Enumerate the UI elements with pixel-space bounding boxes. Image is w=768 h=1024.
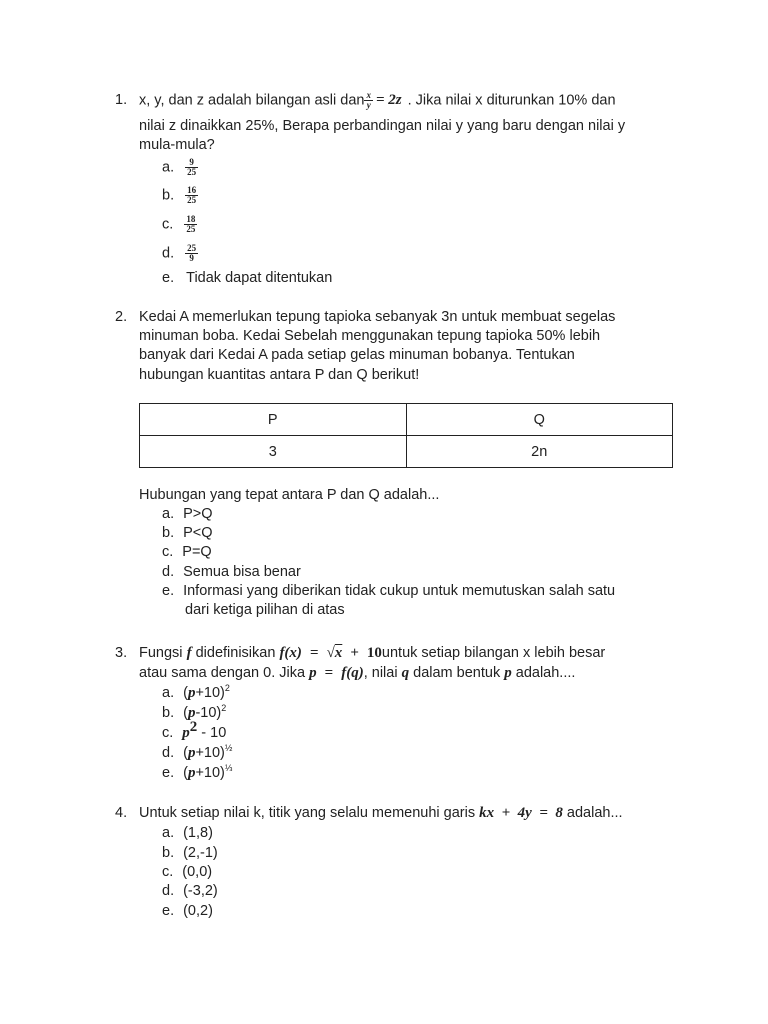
option-text: (2,-1) xyxy=(183,845,218,861)
option-letter: b. xyxy=(162,845,175,861)
q2-line1: Kedai A memerlukan tepung tapioka sebanyak 3n untuk membuat segelas xyxy=(139,309,616,325)
option-letter: d. xyxy=(162,564,175,580)
q2-line2: minuman boba. Kedai Sebelah menggunakan tepung tapioka 50% lebih xyxy=(139,328,601,344)
option-text: Tidak dapat ditentukan xyxy=(186,270,333,286)
option-text: (-3,2) xyxy=(183,883,218,899)
q1-line1 xyxy=(139,91,616,110)
q2-line3: banyak dari Kedai A pada setiap gelas minuman bobanya. Tentukan xyxy=(139,347,575,363)
q3-option-a[interactable]: a. $(p+10)^2$ xyxy=(162,683,230,701)
option-letter: a. xyxy=(162,159,175,176)
option-text: (0,0) xyxy=(182,864,213,880)
q1-text-b: . Jika nilai x diturunkan 10% dan xyxy=(407,92,616,109)
option-letter: b. xyxy=(162,525,175,541)
table-row xyxy=(140,436,673,468)
q2-option-e[interactable] xyxy=(162,582,615,600)
option-letter: e. xyxy=(162,270,175,286)
q3-number: 3. xyxy=(115,645,128,661)
option-fraction: $\frac{9}{25}$ xyxy=(187,157,197,177)
q4-number: 4. xyxy=(115,805,128,821)
q2-option-a[interactable] xyxy=(162,505,213,523)
q2-prompt: Hubungan yang tepat antara P dan Q adalah... xyxy=(139,487,440,503)
option-text: P=Q xyxy=(182,544,212,560)
q1-option-a[interactable] xyxy=(162,158,198,177)
option-letter: e. xyxy=(162,765,175,781)
pq-table xyxy=(139,403,673,468)
q2-option-d[interactable] xyxy=(162,563,301,581)
q1-line2: nilai z dinaikkan 25%, Berapa perbandingan nilai y yang baru dengan nilai y xyxy=(139,118,626,134)
q4-option-a[interactable] xyxy=(162,824,213,842)
q2-number: 2. xyxy=(115,309,128,325)
q1-option-b[interactable] xyxy=(162,186,198,205)
q1-fraction-x-over-y: $\frac{x}{y}$ xyxy=(366,90,371,110)
q3-option-c[interactable]: c. $p^2 - 10$ xyxy=(162,719,227,741)
option-letter: c. xyxy=(162,544,174,560)
table-cell-p: 3 xyxy=(140,436,407,468)
option-letter: c. xyxy=(162,216,174,233)
table-header-q: Q xyxy=(406,404,673,436)
option-fraction: $\frac{16}{25}$ xyxy=(187,185,197,205)
option-fraction: $\frac{25}{9}$ xyxy=(187,243,197,263)
option-letter: d. xyxy=(162,245,175,262)
q2-option-e-cont: dari ketiga pilihan di atas xyxy=(185,602,345,618)
option-letter: b. xyxy=(162,187,175,204)
q3-option-b[interactable]: b. $(p-10)^2$ xyxy=(162,703,227,721)
option-letter: a. xyxy=(162,506,175,522)
option-text: Semua bisa benar xyxy=(183,564,301,580)
option-text: P>Q xyxy=(183,506,213,522)
option-letter: e. xyxy=(162,903,175,919)
q2-option-b[interactable] xyxy=(162,524,213,542)
q3-option-d[interactable]: d. $(p+10)^{\frac{1}{2}}$ xyxy=(162,743,233,761)
q4-line1: Untuk setiap nilai k, titik yang selalu memenuhi garis kx + 4y = 8 adalah... xyxy=(139,805,623,821)
table-header-row xyxy=(140,404,673,436)
q1-option-c[interactable] xyxy=(162,215,197,234)
table-header-p: P xyxy=(140,404,407,436)
q2-line4: hubungan kuantitas antara P dan Q berikut! xyxy=(139,367,420,383)
q3-line2: atau sama dengan 0. Jika p = f(q), nilai q dalam bentuk p adalah.... xyxy=(139,665,576,681)
table-cell-q: 2n xyxy=(406,436,673,468)
option-letter: a. xyxy=(162,825,175,841)
q1-option-e[interactable] xyxy=(162,269,332,287)
option-text: Informasi yang diberikan tidak cukup untuk memutuskan salah satu xyxy=(183,583,616,599)
q4-option-d[interactable] xyxy=(162,882,218,900)
option-letter: e. xyxy=(162,583,175,599)
q1-number: 1. xyxy=(115,92,128,108)
option-letter: d. xyxy=(162,745,175,761)
q1-text-a: x, y, dan z adalah bilangan asli dan xyxy=(139,92,365,109)
q3-line1: Fungsi f didefinisikan f(x) = √x + 10untuk setiap bilangan x lebih besar xyxy=(139,645,606,661)
q4-option-b[interactable] xyxy=(162,844,218,862)
option-fraction: $\frac{18}{25}$ xyxy=(186,214,196,234)
q1-option-d[interactable] xyxy=(162,244,198,263)
option-letter: b. xyxy=(162,705,175,721)
q4-option-e[interactable] xyxy=(162,902,213,920)
q1-eq-rhs: = 2z xyxy=(375,92,402,109)
q4-option-c[interactable] xyxy=(162,863,212,881)
option-text: (1,8) xyxy=(183,825,213,841)
option-text: (0,2) xyxy=(183,903,213,919)
q1-line3: mula-mula? xyxy=(139,137,215,153)
option-letter: c. xyxy=(162,864,174,880)
option-letter: d. xyxy=(162,883,175,899)
option-text: P<Q xyxy=(183,525,213,541)
q2-option-c[interactable] xyxy=(162,543,212,561)
option-letter: c. xyxy=(162,725,174,741)
option-letter: a. xyxy=(162,685,175,701)
q3-option-e[interactable]: e. $(p+10)^{\frac{1}{3}}$ xyxy=(162,763,233,781)
